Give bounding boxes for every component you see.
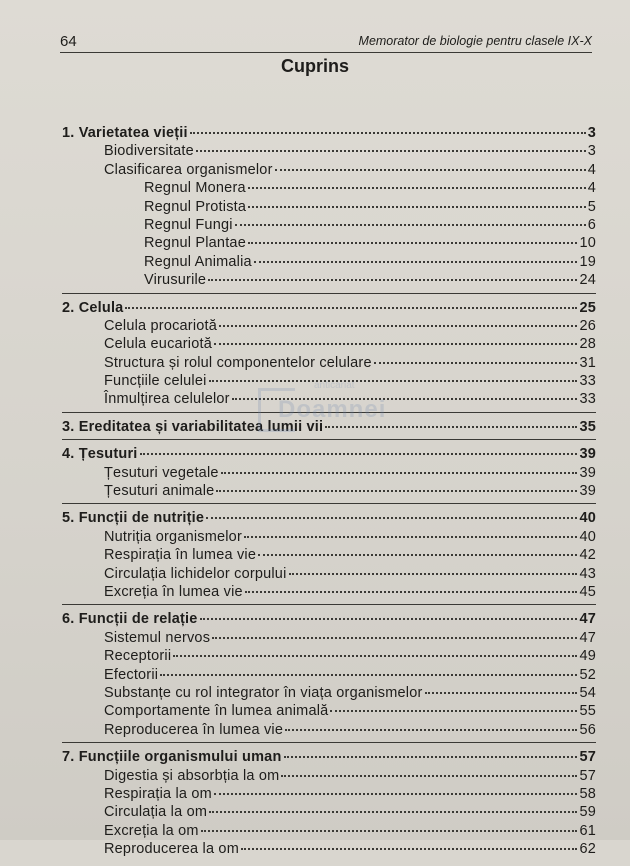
toc-entry-page: 57	[579, 767, 596, 784]
toc-entry-page: 35	[579, 418, 596, 435]
toc-chapter-row	[62, 124, 596, 142]
toc-section	[62, 748, 596, 861]
toc-entry-page: 42	[579, 547, 596, 564]
toc-entry-label: Comportamente în lumea animală	[104, 703, 329, 720]
toc-item-row	[62, 354, 596, 372]
toc-entry-page: 57	[579, 749, 596, 766]
toc-entry-label: Regnul Protista	[144, 198, 247, 215]
toc-item-row	[62, 335, 596, 353]
toc-section	[62, 509, 596, 605]
toc-entry-label: Reproducerea în lumea vie	[104, 721, 284, 738]
toc-entry-label: Regnul Animalia	[144, 253, 252, 270]
dot-leader	[244, 535, 577, 538]
toc-entry-label: Înmulțirea celulelor	[104, 391, 230, 408]
toc-section	[62, 445, 596, 504]
toc-entry-label: Respirația în lumea vie	[104, 547, 257, 564]
toc-entry-page: 55	[579, 703, 596, 720]
toc-entry-label: Receptorii	[104, 648, 172, 665]
toc-entry-label: Structura și rolul componentelor celulare	[104, 354, 372, 371]
toc-entry-page: 5	[587, 198, 596, 215]
dot-leader	[160, 673, 577, 676]
toc-entry-page: 33	[579, 373, 596, 390]
toc-item-row	[62, 767, 596, 785]
toc-entry-label: Clasificarea organismelor	[104, 161, 273, 178]
toc-item-row	[62, 372, 596, 390]
toc-entry-page: 47	[579, 611, 596, 628]
toc-item-row	[62, 702, 596, 720]
toc-item-row	[62, 629, 596, 647]
dot-leader	[196, 149, 586, 152]
watermark-text: Doamnei	[278, 396, 387, 423]
toc-entry-page: 61	[579, 822, 596, 839]
dot-leader	[245, 590, 578, 593]
toc-entry-label: 5. Funcții de nutriție	[62, 510, 205, 527]
dot-leader	[425, 691, 578, 694]
toc-entry-page: 19	[579, 253, 596, 270]
toc-entry-page: 56	[579, 721, 596, 738]
toc-entry-page: 59	[579, 804, 596, 821]
toc-chapter-row	[62, 748, 596, 766]
toc-chapter-row	[62, 509, 596, 527]
toc-entry-page: 33	[579, 391, 596, 408]
toc-entry-label: 2. Celula	[62, 299, 124, 316]
toc-entry-page: 3	[587, 125, 596, 141]
dot-leader	[201, 829, 578, 832]
toc-section	[62, 299, 596, 413]
toc-entry-page: 40	[579, 528, 596, 545]
toc-entry-label: Substanțe cu rol integrator în viața organismelor	[104, 684, 423, 701]
toc-entry-page: 40	[579, 510, 596, 527]
dot-leader	[248, 186, 586, 189]
toc-entry-label: Celula procariotă	[104, 317, 218, 334]
toc-entry-label: Regnul Fungi	[144, 216, 233, 233]
toc-section	[62, 124, 596, 294]
dot-leader	[209, 810, 577, 813]
toc-entry-label: Excreția la om	[104, 822, 199, 839]
toc-entry-page: 43	[579, 565, 596, 582]
dot-leader	[285, 728, 577, 731]
toc-item-row	[62, 666, 596, 684]
toc-item-row	[62, 179, 596, 197]
toc-section	[62, 418, 596, 440]
dot-leader	[206, 516, 577, 519]
toc-entry-label: Țesuturi vegetale	[104, 464, 219, 481]
toc-entry-page: 4	[587, 180, 596, 197]
toc-entry-page: 3	[587, 143, 596, 160]
toc-item-row	[62, 482, 596, 500]
dot-leader	[173, 654, 577, 657]
toc-entry-label: Efectorii	[104, 666, 159, 683]
toc-item-row	[62, 785, 596, 803]
toc-item-row	[62, 803, 596, 821]
toc-entry-label: 7. Funcțiile organismului uman	[62, 749, 282, 766]
toc-item-row	[62, 647, 596, 665]
dot-leader	[140, 452, 578, 455]
toc-item-row	[62, 198, 596, 216]
dot-leader	[190, 131, 586, 134]
dot-leader	[275, 168, 586, 171]
dot-leader	[258, 553, 577, 556]
toc-entry-page: 39	[579, 464, 596, 481]
dot-leader	[241, 847, 577, 850]
toc-item-row	[62, 317, 596, 335]
toc-item-row	[62, 464, 596, 482]
toc-entry-page: 10	[579, 235, 596, 252]
toc-entry-page: 28	[579, 336, 596, 353]
toc-item-row	[62, 234, 596, 252]
toc-chapter-row	[62, 418, 596, 436]
toc-item-row	[62, 565, 596, 583]
toc-entry-page: 58	[579, 785, 596, 802]
toc-item-row	[62, 271, 596, 289]
dot-leader	[248, 241, 578, 244]
toc-entry-label: Reproducerea la om	[104, 841, 239, 858]
toc-entry-label: Nutriția organismelor	[104, 528, 242, 545]
dot-leader	[284, 755, 578, 758]
toc-item-row	[62, 546, 596, 564]
toc-entry-page: 62	[579, 841, 596, 858]
toc-entry-page: 52	[579, 666, 596, 683]
dot-leader	[214, 342, 577, 345]
toc-entry-label: Respirația la om	[104, 785, 212, 802]
toc-entry-page: 45	[579, 583, 596, 600]
toc-chapter-row	[62, 299, 596, 317]
watermark-small-text: anticariat	[314, 380, 355, 391]
toc-chapter-row	[62, 445, 596, 463]
dot-leader	[289, 572, 578, 575]
dot-leader	[281, 774, 577, 777]
toc-item-row	[62, 583, 596, 601]
toc-entry-label: 1. Varietatea vieții	[62, 125, 188, 141]
toc-entry-page: 54	[579, 684, 596, 701]
toc-entry-label: Circulația lichidelor corpului	[104, 565, 287, 582]
page-number: 64	[60, 33, 77, 50]
toc-entry-page: 31	[579, 354, 596, 371]
page-header	[60, 30, 592, 53]
toc-entry-label: 3. Ereditatea și variabilitatea lumii vii	[62, 418, 324, 435]
toc-entry-page: 26	[579, 317, 596, 334]
toc-entry-page: 49	[579, 648, 596, 665]
toc-item-row	[62, 390, 596, 408]
toc-section	[62, 610, 596, 743]
toc-entry-label: Funcțiile celulei	[104, 373, 207, 390]
toc-entry-page: 6	[587, 216, 596, 233]
toc-item-row	[62, 721, 596, 739]
dot-leader	[214, 792, 578, 795]
dot-leader	[200, 617, 578, 620]
dot-leader	[219, 324, 577, 327]
running-title: Memorator de biologie pentru clasele IX-X	[358, 34, 592, 48]
toc-entry-label: Biodiversitate	[104, 143, 194, 160]
toc-item-row	[62, 840, 596, 858]
toc-item-row	[62, 142, 596, 160]
dot-leader	[221, 471, 578, 474]
toc-item-row	[62, 253, 596, 271]
toc-entry-label: Regnul Monera	[144, 180, 246, 197]
dot-leader	[212, 636, 577, 639]
toc-entry-label: Sistemul nervos	[104, 629, 211, 646]
dot-leader	[209, 379, 578, 382]
toc-entry-label: 4. Țesuturi	[62, 446, 138, 463]
toc-entry-label: Virusurile	[144, 272, 207, 289]
dot-leader	[125, 306, 577, 309]
toc-item-row	[62, 216, 596, 234]
toc-item-row	[62, 161, 596, 179]
toc-entry-label: Celula eucariotă	[104, 336, 212, 353]
toc-entry-page: 39	[579, 483, 596, 500]
toc-entry-label: 6. Funcții de relație	[62, 611, 198, 628]
toc-entry-page: 39	[579, 446, 596, 463]
dot-leader	[325, 425, 577, 428]
toc-entry-page: 4	[587, 161, 596, 178]
dot-leader	[254, 260, 578, 263]
toc-entry-label: Digestia și absorbția la om	[104, 767, 280, 784]
toc-title: Cuprins	[280, 56, 349, 76]
toc-entry-page: 25	[579, 299, 596, 316]
toc-entry-label: Țesuturi animale	[104, 483, 215, 500]
dot-leader	[208, 278, 577, 281]
dot-leader	[216, 489, 577, 492]
toc-item-row	[62, 822, 596, 840]
dot-leader	[232, 397, 578, 400]
dot-leader	[374, 361, 578, 364]
toc-entry-label: Circulația la om	[104, 804, 208, 821]
toc-item-row	[62, 684, 596, 702]
toc-entry-label: Excreția în lumea vie	[104, 583, 243, 600]
toc-chapter-row	[62, 610, 596, 628]
dot-leader	[248, 205, 586, 208]
toc-entry-page: 47	[579, 629, 596, 646]
toc-item-row	[62, 528, 596, 546]
table-of-contents	[62, 124, 596, 866]
toc-entry-page: 24	[579, 272, 596, 289]
dot-leader	[330, 709, 577, 712]
dot-leader	[235, 223, 586, 226]
toc-entry-label: Regnul Plantae	[144, 235, 246, 252]
